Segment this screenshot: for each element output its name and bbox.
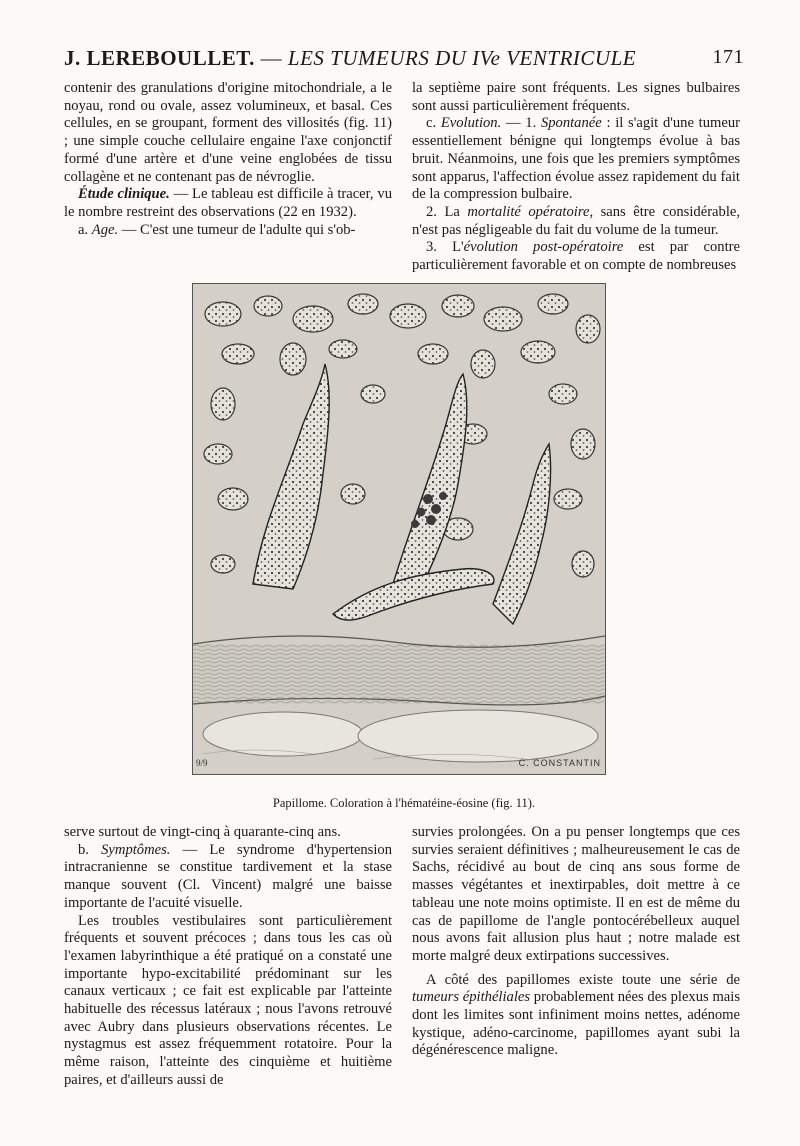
paragraph-age: a. Age. — C'est une tumeur de l'adulte qui s'ob-	[78, 221, 356, 238]
column-bottom-left	[64, 824, 392, 1090]
paragraph-vestibular: Les troubles vestibulaires sont particulièrement fréquents et souvent précoces ; dans tous les cas où l'examen labyrinthique a été pratiqué on a constaté une importante hypo-excitabilité prédominant sur les canaux verticaux ; ce fait est explicable par l'atteinte habituelle des récessus latéraux ; nous l'avons retrouvé avec Aubry dans plusieurs observations récentes. Le nystagmus est assez fréquemment rotatoire. Pour la même raison, l'atteinte des cinquième et huitième paires, et d'ailleurs aussi de	[64, 912, 392, 1088]
header-title: LES TUMEURS DU IVe VENTRICULE	[287, 46, 637, 70]
subsection-heading: Evolution.	[440, 115, 502, 132]
paragraph-post-op: 3. L'évolution post-opératoire est par contre particulièrement favorable et on compte de nombreuses	[412, 239, 740, 274]
page-number: 171	[712, 46, 744, 68]
histology-figure	[192, 283, 606, 775]
header-author: J. LEREBOULLET.	[64, 46, 255, 70]
paragraph: serve surtout de vingt-cinq à quarante-cinq ans.	[64, 824, 341, 840]
paragraph: survies prolongées. On a pu penser longtemps que ces survies seraient définitives ; malheureusement le cas de Sachs, récidivé au bout de cinq ans sous forme de masses végétantes et inextirpables, doit mettre à ce tableau une note moins optimiste. Il en est de même du cas de papillome de l'angle pontocérébelleux auquel nous avons fait allusion plus haut ; notre malade est morte malgré deux extirpations successives.	[412, 824, 740, 964]
running-header	[64, 46, 744, 71]
subsection-heading: Symptômes.	[101, 841, 171, 858]
paragraph-evolution: c. Evolution. — 1. Spontanée : il s'agit d'une tumeur essentiellement bénigne qui longtemps évolue à bas bruit. Néanmoins, une fois que les premiers symptômes sont apparus, l'affection évolue assez rapidement du fait de la compression bulbaire.	[412, 115, 740, 203]
paragraph-symptoms: b. Symptômes. — Le syndrome d'hypertension intracranienne se constitue tardivement et la stase manque souvent (Cl. Vincent) malgré une baisse importante de l'acuité visuelle.	[64, 841, 392, 911]
paragraph-clinical-study: Étude clinique. — Le tableau est difficile à tracer, vu le nombre restreint des observations (22 en 1932).	[64, 186, 393, 220]
artist-signature: C. CONSTANTIN	[518, 758, 601, 768]
section-heading: Étude clinique.	[78, 186, 170, 203]
paragraph-epithelial-tumours: A côté des papillomes existe toute une série de tumeurs épithéliales probablement nées des plexus mais dont les limites sont infiniment moins nettes, adénome kystique, adéno-carcinome, papillomes ayant subi la dégénérescence maligne.	[412, 971, 741, 1059]
header-dash: —	[260, 46, 283, 70]
figure-caption: Papillome. Coloration à l'hématéine-éosine (fig. 11).	[272, 796, 536, 810]
paragraph: contenir des granulations d'origine mitochondriale, a le noyau, rond ou ovale, assez volumineux, et basal. Ces cellules, en se groupant, forment des villosités (fig. 11) ; une simple couche cellulaire engaine l'axe conjonctif formé d'une artère et d'une veine englobées de tissu collagène et ne contenant pas de névroglie.	[64, 80, 392, 185]
paragraph: la septième paire sont fréquents. Les signes bulbaires sont aussi particulièrement fréquents.	[412, 80, 740, 114]
column-top-right	[412, 80, 740, 275]
column-top-left	[64, 80, 392, 239]
artist-mark: 9/9	[196, 758, 208, 768]
column-bottom-right	[412, 824, 740, 1060]
papilloma-micrograph-illustration	[193, 284, 605, 774]
subsection-heading: Age.	[91, 221, 119, 238]
paragraph-mortality: 2. La mortalité opératoire, sans être considérable, n'est pas négligeable du fait du volume de la tumeur.	[412, 203, 741, 238]
